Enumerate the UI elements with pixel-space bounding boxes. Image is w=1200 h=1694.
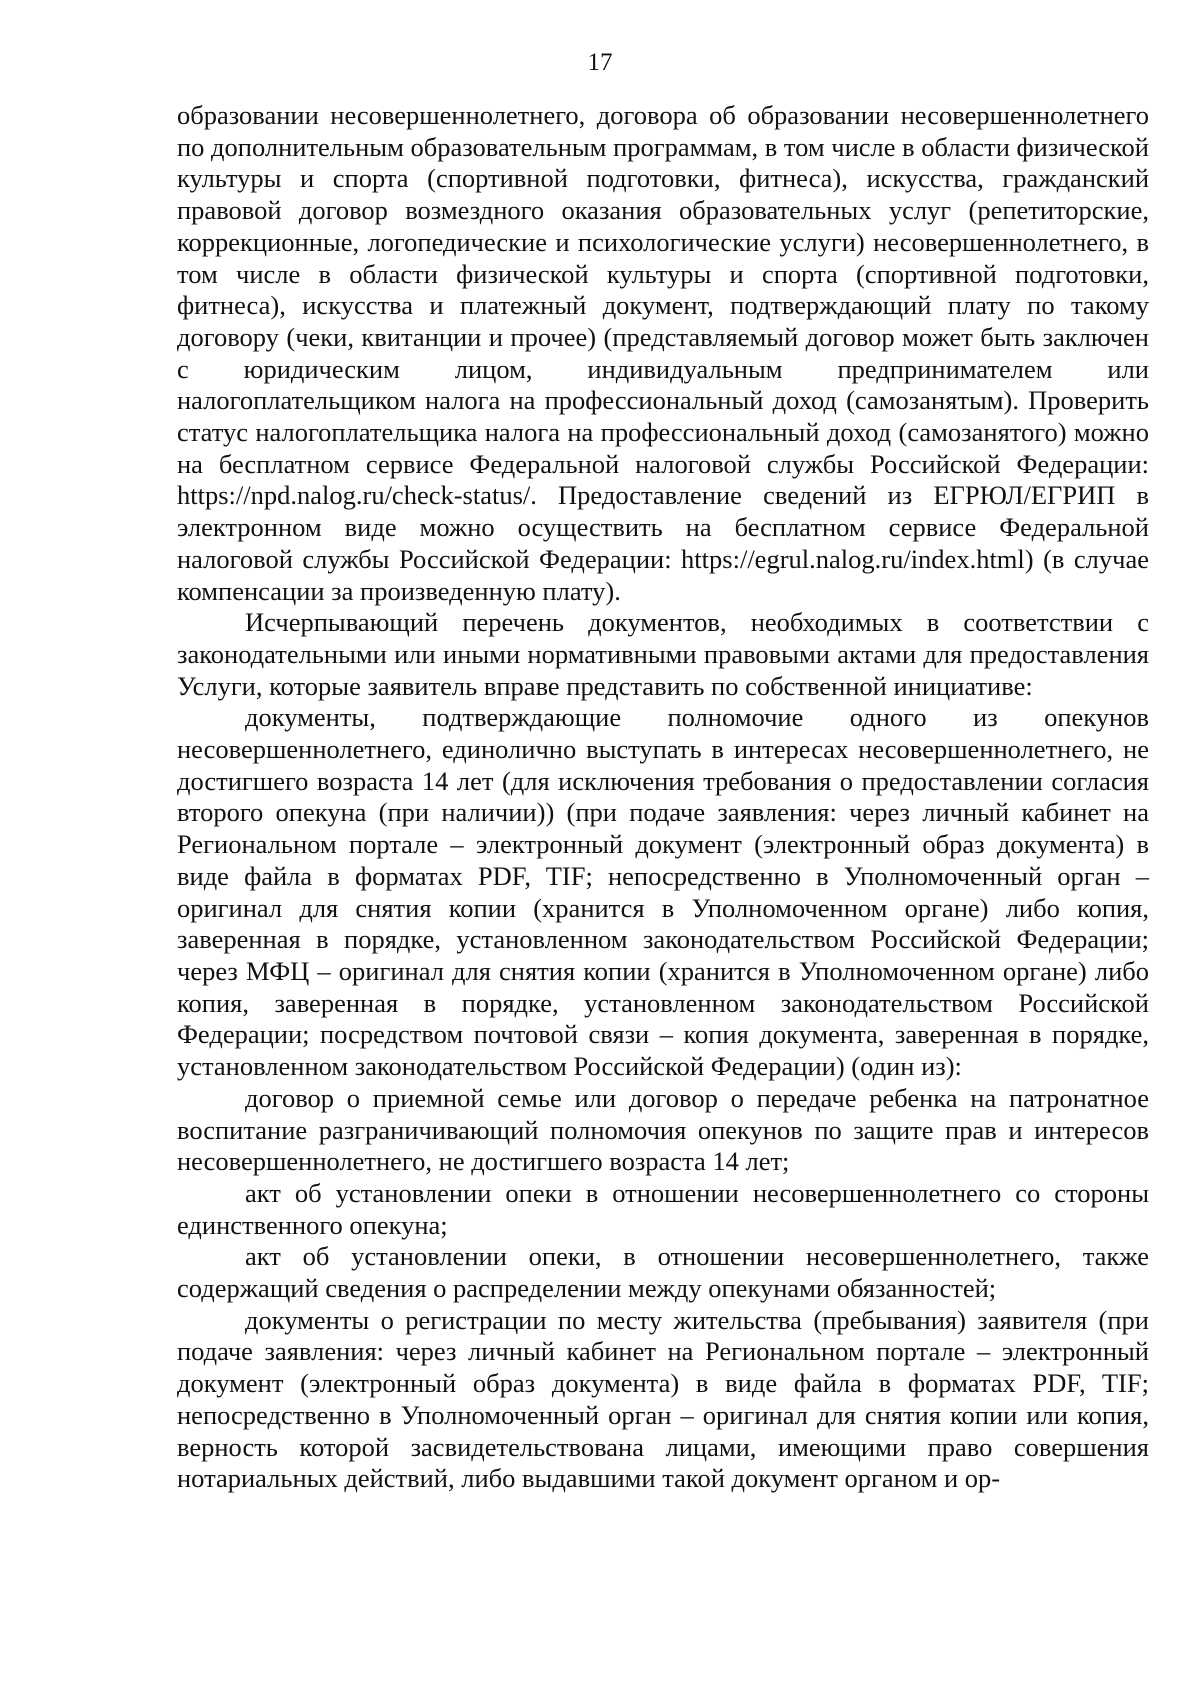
paragraph-guardianship-duties-act: акт об установлении опеки, в отношении несовершеннолетнего, также содержащий сведения о распределении между опекунами обязанностей; [177, 1241, 1149, 1304]
page-number: 17 [587, 49, 613, 76]
document-body [177, 100, 1149, 1495]
paragraph-residence-registration-documents: документы о регистрации по месту жительства (пребывания) заявителя (при подаче заявления: через личный кабинет на Региональном портале – электронный документ (электронный образ документа) в виде файла в форматах PDF, TIF; непосредственно в Уполномоченный орган – оригинал для снятия копии или копия, верность которой засвидетельствована лицами, имеющими право совершения нотариальных действий, либо выдавшими такой документ органом и ор- [177, 1304, 1149, 1494]
paragraph-documents-list-intro: Исчерпывающий перечень документов, необходимых в соответствии с законодательными или иными нормативными правовыми актами для предоставления Услуги, которые заявитель вправе представить по собственной инициативе: [177, 607, 1149, 701]
paragraph-sole-guardian-act: акт об установлении опеки в отношении несовершеннолетнего со стороны единственного опекуна; [177, 1177, 1149, 1240]
paragraph-foster-family-agreement: договор о приемной семье или договор о передаче ребенка на патронатное воспитание разграничивающий полномочия опекунов по защите прав и интересов несовершеннолетнего, не достигшего возраста 14 лет; [177, 1082, 1149, 1177]
paragraph-continuation: образовании несовершеннолетнего, договора об образовании несовершеннолетнего по дополнительным образовательным программам, в том числе в области физической культуры и спорта (спортивной подготовки, фитнеса), искусства, гражданский правовой договор возмездного оказания образовательных услуг (репетиторские, коррекционные, логопедические и психологические услуги) несовершеннолетнего, в том числе в области физической культуры и спорта (спортивной подготовки, фитнеса), искусства и платежный документ, подтверждающий плату по такому договору (чеки, квитанции и прочее) (представляемый договор может быть заключен с юридическим лицом, индивидуальным предпринимателем или налогоплательщиком налога на профессиональный доход (самозанятым). Проверить статус налогоплательщика налога на профессиональный доход (самозанятого) можно на бесплатном сервисе Федеральной налоговой службы Российской Федерации: https://npd.nalog.ru/check-status/. Предоставление сведений из ЕГРЮЛ/ЕГРИП в электронном виде можно осуществить на бесплатном сервисе Федеральной налоговой службы Российской Федерации: https://egrul.nalog.ru/index.html) (в случае компенсации за произведенную плату). [177, 100, 1149, 606]
paragraph-guardian-authority-documents: документы, подтверждающие полномочие одного из опекунов несовершеннолетнего, единолично выступать в интересах несовершеннолетнего, не достигшего возраста 14 лет (для исключения требования о предоставлении согласия второго опекуна (при наличии)) (при подаче заявления: через личный кабинет на Региональном портале – электронный документ (электронный образ документа) в виде файла в форматах PDF, TIF; непосредственно в Уполномоченный орган – оригинал для снятия копии (хранится в Уполномоченном органе) либо копия, заверенная в порядке, установленном законодательством Российской Федерации; через МФЦ – оригинал для снятия копии (хранится в Уполномоченном органе) либо копия, заверенная в порядке, установленном законодательством Российской Федерации; посредством почтовой связи – копия документа, заверенная в порядке, установленном законодательством Российской Федерации) (один из): [177, 702, 1149, 1082]
